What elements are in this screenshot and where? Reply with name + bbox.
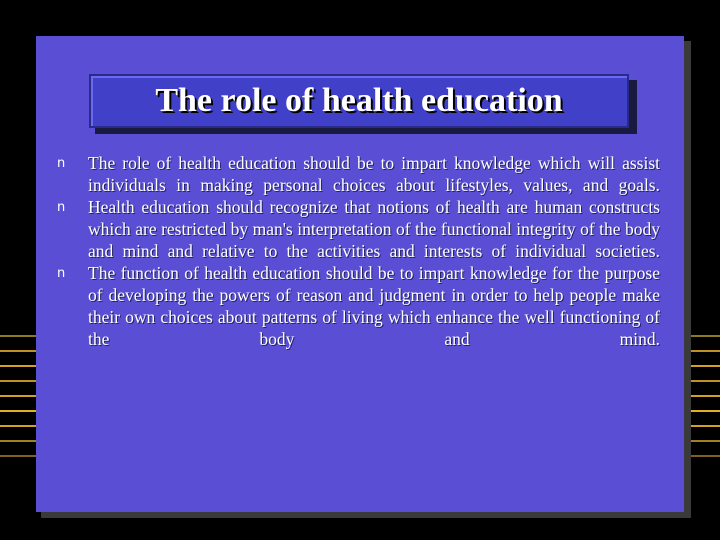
slide-title: The role of health education: [155, 82, 563, 119]
list-item: [54, 152, 660, 196]
list-item: [54, 196, 660, 262]
bullet-square-icon: n: [57, 200, 66, 215]
list-item: [54, 262, 660, 350]
bullet-square-icon: n: [57, 266, 66, 281]
bullet-list: [54, 152, 660, 350]
bullet-square-icon: n: [57, 156, 66, 171]
bullet-text: The function of health education should be to impart knowledge for the purpose of developing the powers of reason and judgment in order to help people make their own choices about patterns of living which enhance the well functioning of the body and mind.: [88, 263, 660, 349]
bullet-text: Health education should recognize that notions of health are human constructs which are restricted by man's interpretation of the functional integrity of the body and mind and relative to the activities and interests of individual societies.: [88, 197, 660, 261]
bullet-text: The role of health education should be to impart knowledge which will assist individuals in making personal choices about lifestyles, values, and goals.: [88, 153, 660, 195]
